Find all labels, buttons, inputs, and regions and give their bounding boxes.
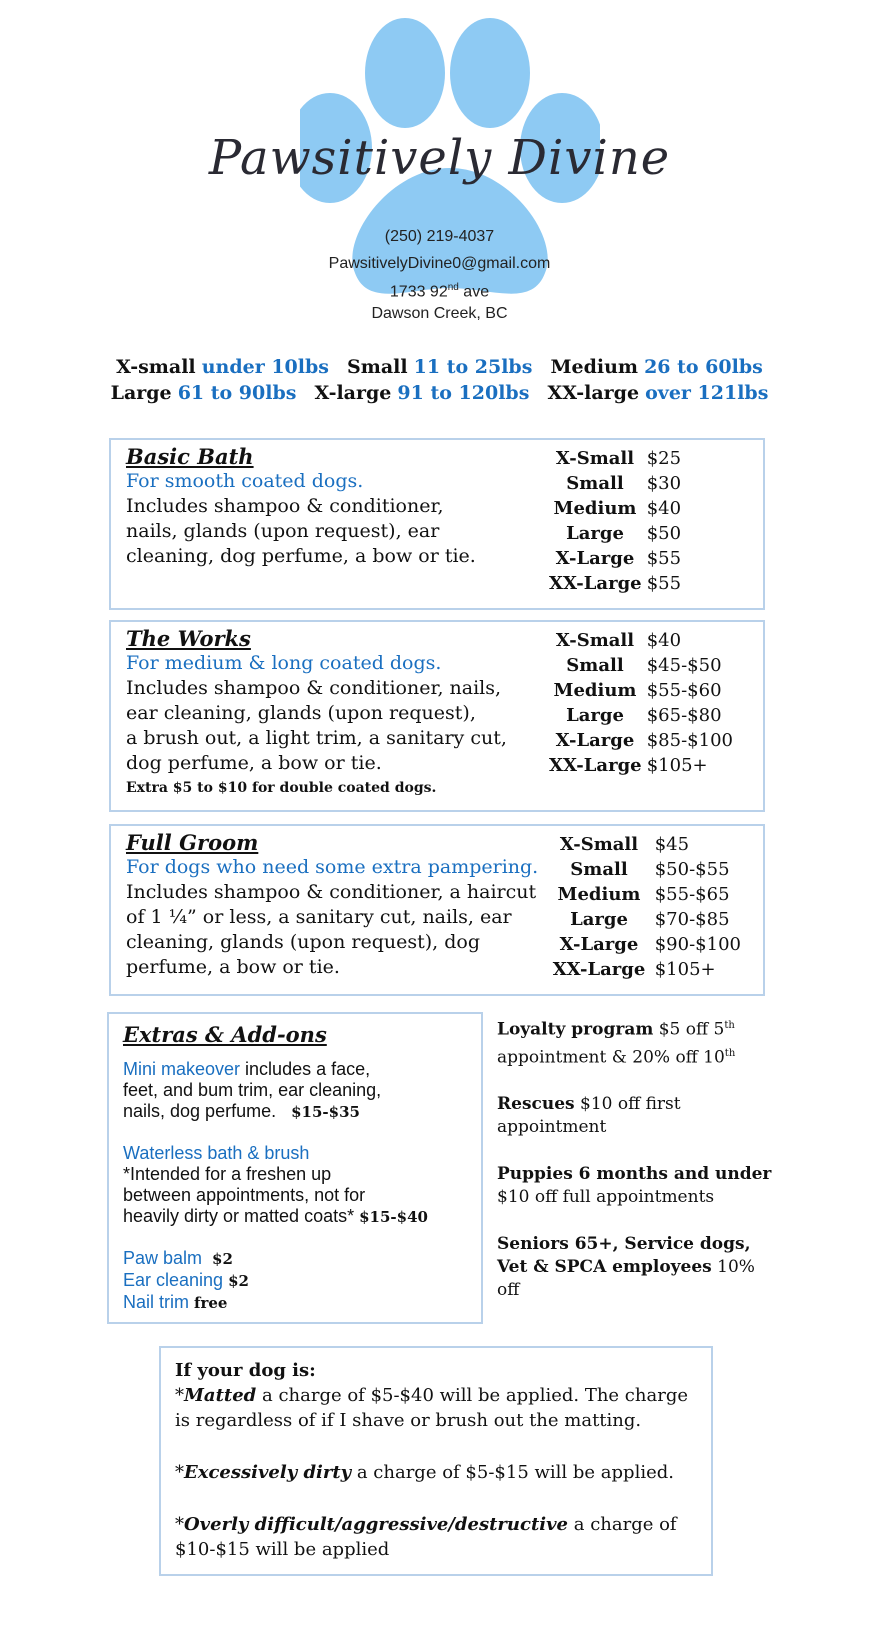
fee-difficult: *Overly difficult/aggressive/destructive a charge of bbox=[175, 1514, 677, 1535]
weight-class: Medium 26 to 60lbs bbox=[550, 356, 763, 378]
extra-desc-line: feet, and bum trim, ear cleaning, bbox=[123, 1080, 382, 1100]
discount-puppies: Puppies 6 months and under bbox=[497, 1164, 772, 1185]
fee-matted: *Matted a charge of $5-$40 will be applied. The charge bbox=[175, 1385, 688, 1406]
service-box-full-groom bbox=[109, 824, 765, 996]
discount-puppies-line: $10 off full appointments bbox=[497, 1187, 715, 1208]
extra-paw-balm: Paw balm $2 bbox=[123, 1248, 233, 1268]
price-row: X-Large $55 bbox=[555, 548, 682, 569]
service-desc-line: nails, glands (upon request), ear bbox=[126, 520, 440, 542]
price-row: X-Small $45 bbox=[559, 834, 690, 855]
service-box-basic-bath bbox=[109, 438, 765, 610]
discounts-column bbox=[497, 1014, 797, 1302]
address-rest: ave bbox=[458, 283, 490, 301]
price-row: XX-Large $55 bbox=[549, 573, 682, 594]
price-row: Large $65-$80 bbox=[566, 705, 722, 726]
extra-desc-line: between appointments, not for bbox=[123, 1185, 366, 1205]
price-row: XX-Large $105+ bbox=[549, 755, 708, 776]
service-desc-line: a brush out, a light trim, a sanitary cut, bbox=[126, 727, 507, 749]
price-row: Large $70-$85 bbox=[570, 909, 730, 930]
paw-toe-2 bbox=[365, 18, 445, 128]
price-row: Small $45-$50 bbox=[566, 655, 722, 676]
weight-class: Large 61 to 90lbs bbox=[110, 382, 297, 404]
price-row: Medium $55-$65 bbox=[557, 884, 730, 905]
extra-desc-line: nails, dog perfume. $15-$35 bbox=[123, 1101, 360, 1121]
discount-seniors: Seniors 65+, Service dogs, bbox=[497, 1234, 751, 1255]
service-desc-line: Includes shampoo & conditioner, a haircut bbox=[126, 881, 537, 903]
service-desc-line: ear cleaning, glands (upon request), bbox=[126, 702, 476, 724]
extra-desc-line: heavily dirty or matted coats* $15-$40 bbox=[123, 1206, 428, 1226]
fees-box bbox=[159, 1346, 713, 1576]
phone-number[interactable]: (250) 219-4037 bbox=[384, 228, 495, 245]
discount-rescues-line: appointment bbox=[497, 1117, 607, 1138]
price-row: Large $50 bbox=[566, 523, 682, 544]
address-suffix: nd bbox=[447, 282, 459, 293]
discount-loyalty-line: appointment & 20% off 10th bbox=[497, 1047, 736, 1068]
discount-seniors-line: Vet & SPCA employees 10% bbox=[497, 1257, 755, 1278]
service-title: The Works bbox=[126, 626, 251, 651]
service-subtitle: For smooth coated dogs. bbox=[126, 470, 364, 492]
discount-seniors-line: off bbox=[497, 1280, 520, 1301]
price-row: X-Large $90-$100 bbox=[559, 934, 741, 955]
service-desc-line: of 1 ¼” or less, a sanitary cut, nails, ear bbox=[126, 906, 512, 928]
address-number: 1733 92 bbox=[389, 283, 448, 301]
weight-class: XX-large over 121lbs bbox=[547, 382, 769, 404]
price-row: X-Large $85-$100 bbox=[555, 730, 733, 751]
extra-desc-line: *Intended for a freshen up bbox=[123, 1164, 332, 1184]
discount-rescues: Rescues $10 off first bbox=[497, 1094, 681, 1115]
service-note: Extra $5 to $10 for double coated dogs. bbox=[126, 780, 437, 796]
fee-difficult-line: $10-$15 will be applied bbox=[175, 1539, 390, 1560]
service-desc-line: Includes shampoo & conditioner, nails, bbox=[126, 677, 502, 699]
service-subtitle: For medium & long coated dogs. bbox=[126, 652, 442, 674]
brand-title: Pawsitively Divine bbox=[208, 130, 671, 186]
service-desc-line: dog perfume, a bow or tie. bbox=[126, 752, 382, 774]
extra-ear-cleaning: Ear cleaning $2 bbox=[123, 1270, 249, 1290]
price-row: Small $50-$55 bbox=[570, 859, 730, 880]
paw-toe-3 bbox=[450, 18, 530, 128]
service-desc-line: cleaning, glands (upon request), dog bbox=[126, 931, 480, 953]
extra-nail-trim: Nail trim free bbox=[123, 1292, 228, 1312]
service-title: Basic Bath bbox=[126, 444, 254, 469]
extra-mini-makeover: Mini makeover includes a face, bbox=[123, 1059, 371, 1079]
city: Dawson Creek, BC bbox=[371, 305, 508, 322]
service-desc-line: cleaning, dog perfume, a bow or tie. bbox=[126, 545, 476, 567]
price-row: Medium $40 bbox=[553, 498, 682, 519]
extras-title: Extras & Add-ons bbox=[123, 1022, 327, 1047]
weight-class: X-large 91 to 120lbs bbox=[314, 382, 530, 404]
price-row: XX-Large $105+ bbox=[552, 959, 716, 980]
discount-loyalty: Loyalty program $5 off 5th bbox=[497, 1019, 735, 1040]
price-row: Medium $55-$60 bbox=[553, 680, 722, 701]
price-row: X-Small $40 bbox=[555, 630, 682, 651]
fee-dirty: *Excessively dirty a charge of $5-$15 will be applied. bbox=[175, 1462, 674, 1483]
weight-class: X-small under 10lbs bbox=[116, 356, 329, 378]
weight-class: Small 11 to 25lbs bbox=[347, 356, 533, 378]
fees-heading: If your dog is: bbox=[175, 1360, 316, 1381]
price-list bbox=[549, 628, 733, 778]
service-desc-line: perfume, a bow or tie. bbox=[126, 956, 340, 978]
service-subtitle: For dogs who need some extra pampering. bbox=[126, 856, 539, 878]
weight-row-2 bbox=[0, 382, 879, 404]
service-title: Full Groom bbox=[126, 830, 259, 855]
price-list bbox=[549, 446, 681, 596]
email-address[interactable]: PawsitivelyDivine0@gmail.com bbox=[328, 255, 551, 272]
service-desc-line: Includes shampoo & conditioner, bbox=[126, 495, 444, 517]
extra-waterless-bath: Waterless bath & brush bbox=[123, 1143, 310, 1163]
service-box-the-works bbox=[109, 620, 765, 812]
price-row: X-Small $25 bbox=[555, 448, 682, 469]
fee-matted-line: is regardless of if I shave or brush out the matting. bbox=[175, 1410, 642, 1431]
price-list bbox=[549, 832, 741, 982]
weight-row-1 bbox=[0, 356, 879, 378]
street-address bbox=[0, 282, 879, 301]
extras-box bbox=[107, 1012, 483, 1324]
price-row: Small $30 bbox=[566, 473, 682, 494]
